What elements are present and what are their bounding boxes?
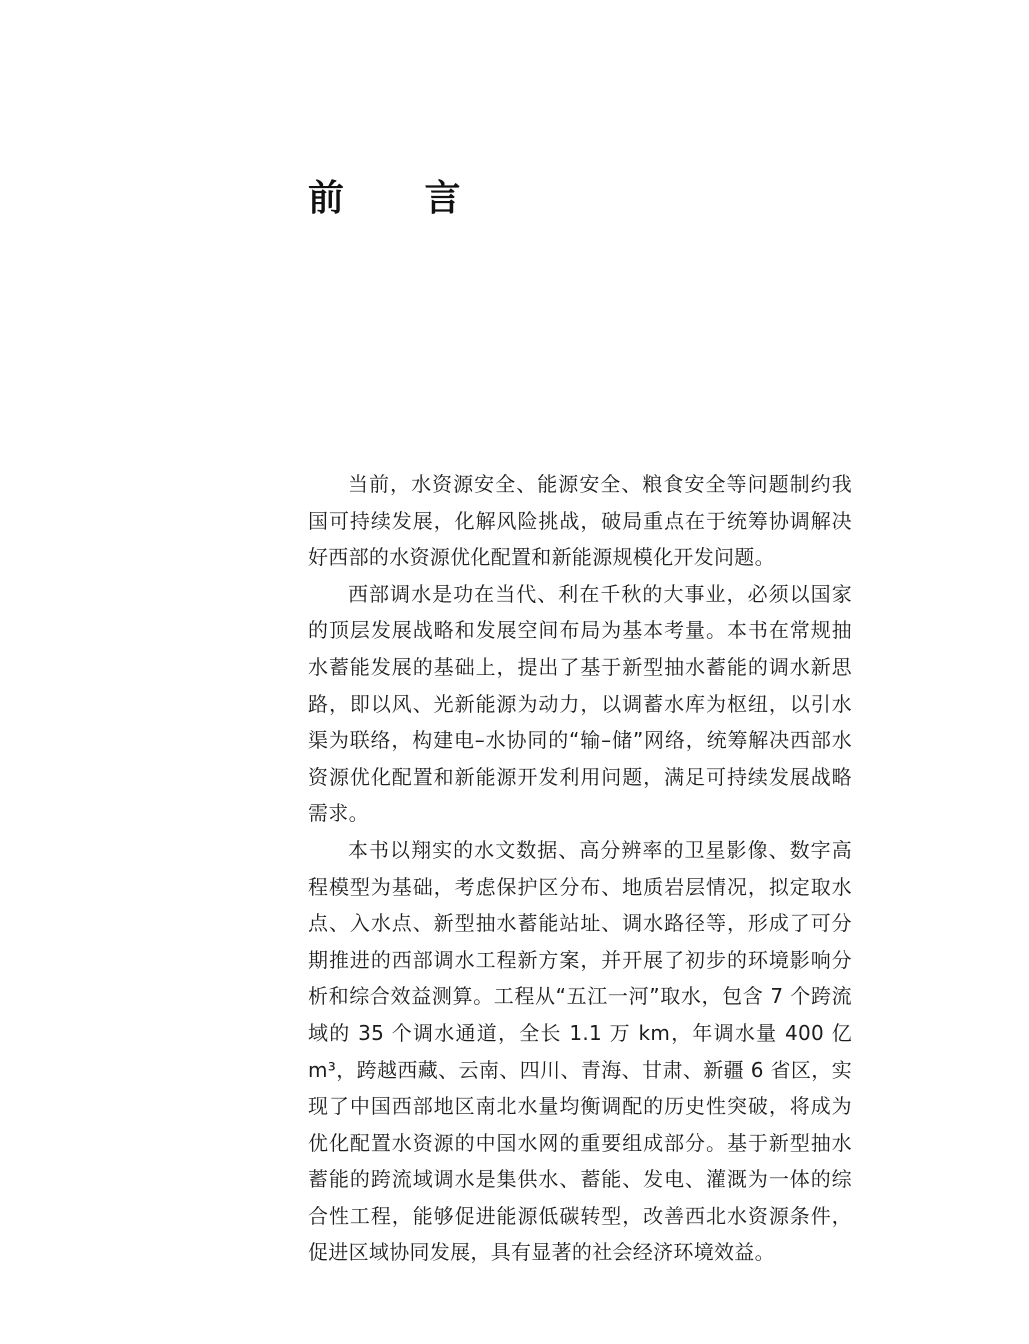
preface-body bbox=[308, 466, 852, 1271]
page-title: 前 言 bbox=[308, 177, 495, 219]
paragraph-1: 当前，水资源安全、能源安全、粮食安全等问题制约我国可持续发展，化解风险挑战，破局重点在于统筹协调解决好西部的水资源优化配置和新能源规模化开发问题。 bbox=[308, 472, 852, 570]
paragraph-3: 本书以翔实的水文数据、高分辨率的卫星影像、数字高程模型为基础，考虑保护区分布、地质岩层情况，拟定取水点、入水点、新型抽水蓄能站址、调水路径等，形成了可分期推进的西部调水工程新方案，并开展了初步的环境影响分析和综合效益测算。工程从“五江一河”取水，包含 7 个跨流域的 35 个调水通道，全长 1.1 万 km，年调水量 400 亿 m³，跨越西藏、云南、四川、青海、甘肃、新疆 6 省区，实现了中国西部地区南北水量均衡调配的历史性突破，将成为优化配置水资源的中国水网的重要组成部分。基于新型抽水蓄能的跨流域调水是集供水、蓄能、发电、灌溉为一体的综合性工程，能够促进能源低碳转型，改善西北水资源条件，促进区域协同发展，具有显著的社会经济环境效益。 bbox=[308, 837, 852, 1265]
paragraph-2: 西部调水是功在当代、利在千秋的大事业，必须以国家的顶层发展战略和发展空间布局为基本考量。本书在常规抽水蓄能发展的基础上，提出了基于新型抽水蓄能的调水新思路，即以风、光新能源为动力，以调蓄水库为枢纽，以引水渠为联络，构建电–水协同的“输–储”网络，统筹解决西部水资源优化配置和新能源开发利用问题，满足可持续发展战略需求。 bbox=[308, 581, 852, 826]
